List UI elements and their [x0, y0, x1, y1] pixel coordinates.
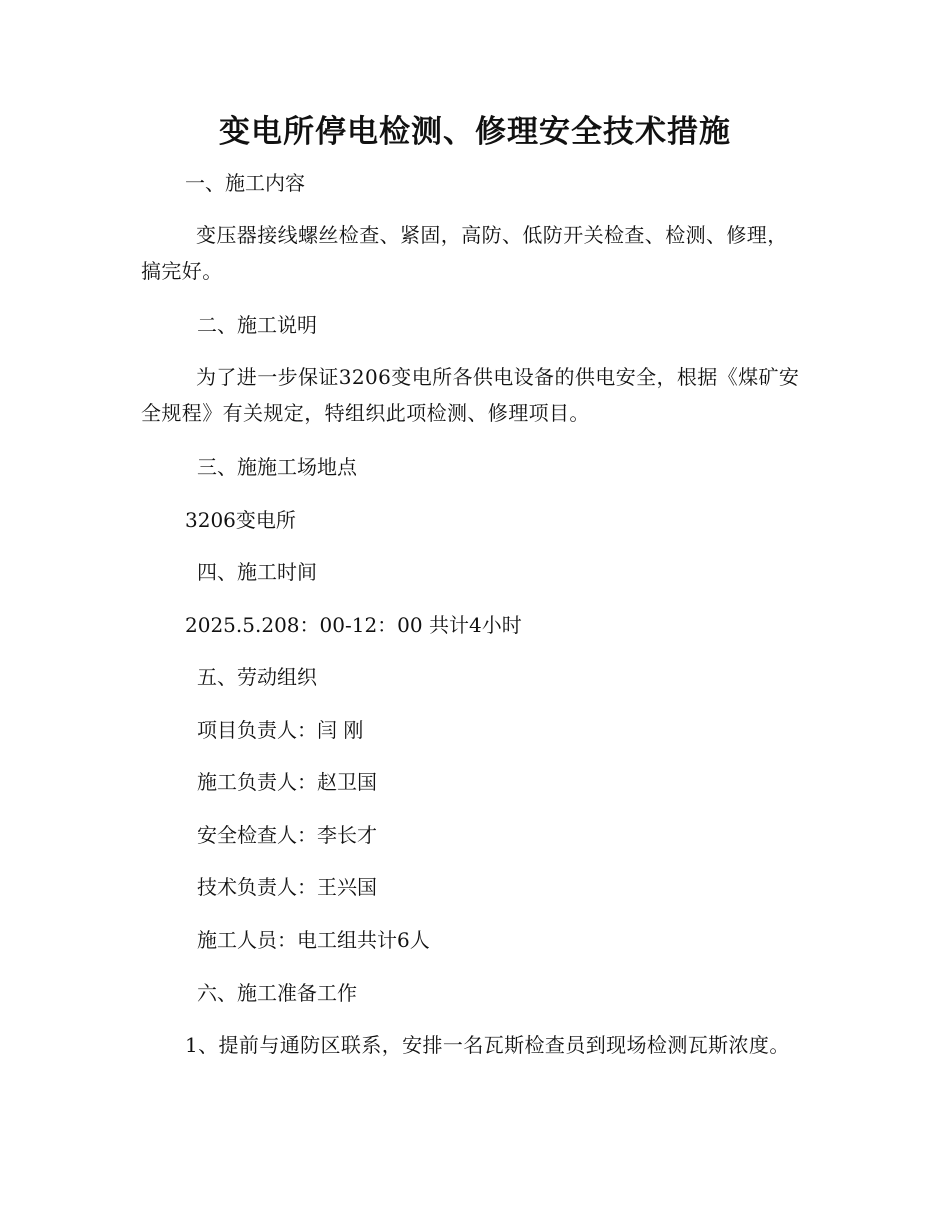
- section-heading-preparation-work: 六、施工准备工作: [197, 981, 357, 1005]
- section-heading-construction-site: 三、施施工场地点: [197, 455, 357, 479]
- section-heading-labor-organization: 五、劳动组织: [197, 665, 317, 689]
- construction-site-value: 3206变电所: [185, 508, 296, 532]
- construction-time-value: 2025.5.208：00-12：00 共计4小时: [185, 613, 522, 637]
- labor-item-construction-staff: 施工人员：电工组共计6人: [197, 928, 430, 952]
- paragraph-construction-content: 变压器接线螺丝检查、紧固，高防、低防开关检查、检测、修理，搞完好。: [141, 223, 788, 283]
- section-heading-construction-description: 二、施工说明: [197, 313, 317, 337]
- section-heading-construction-content: 一、施工内容: [185, 171, 305, 195]
- labor-item-project-leader: 项目负责人：闫 刚: [197, 718, 364, 742]
- labor-item-construction-leader: 施工负责人：赵卫国: [197, 770, 377, 794]
- labor-item-technical-leader: 技术负责人：王兴国: [197, 875, 377, 899]
- labor-item-safety-inspector: 安全检查人：李长才: [197, 823, 377, 847]
- paragraph-construction-description: 为了进一步保证3206变电所各供电设备的供电安全，根据《煤矿安全规程》有关规定，特组织此项检测、修理项目。: [141, 365, 800, 425]
- section-heading-construction-time: 四、施工时间: [197, 560, 317, 584]
- document-title: 变电所停电检测、修理安全技术措施: [219, 114, 731, 150]
- paragraph-preparation-item-1: 1、提前与通防区联系，安排一名瓦斯检查员到现场检测瓦斯浓度。: [185, 1033, 790, 1057]
